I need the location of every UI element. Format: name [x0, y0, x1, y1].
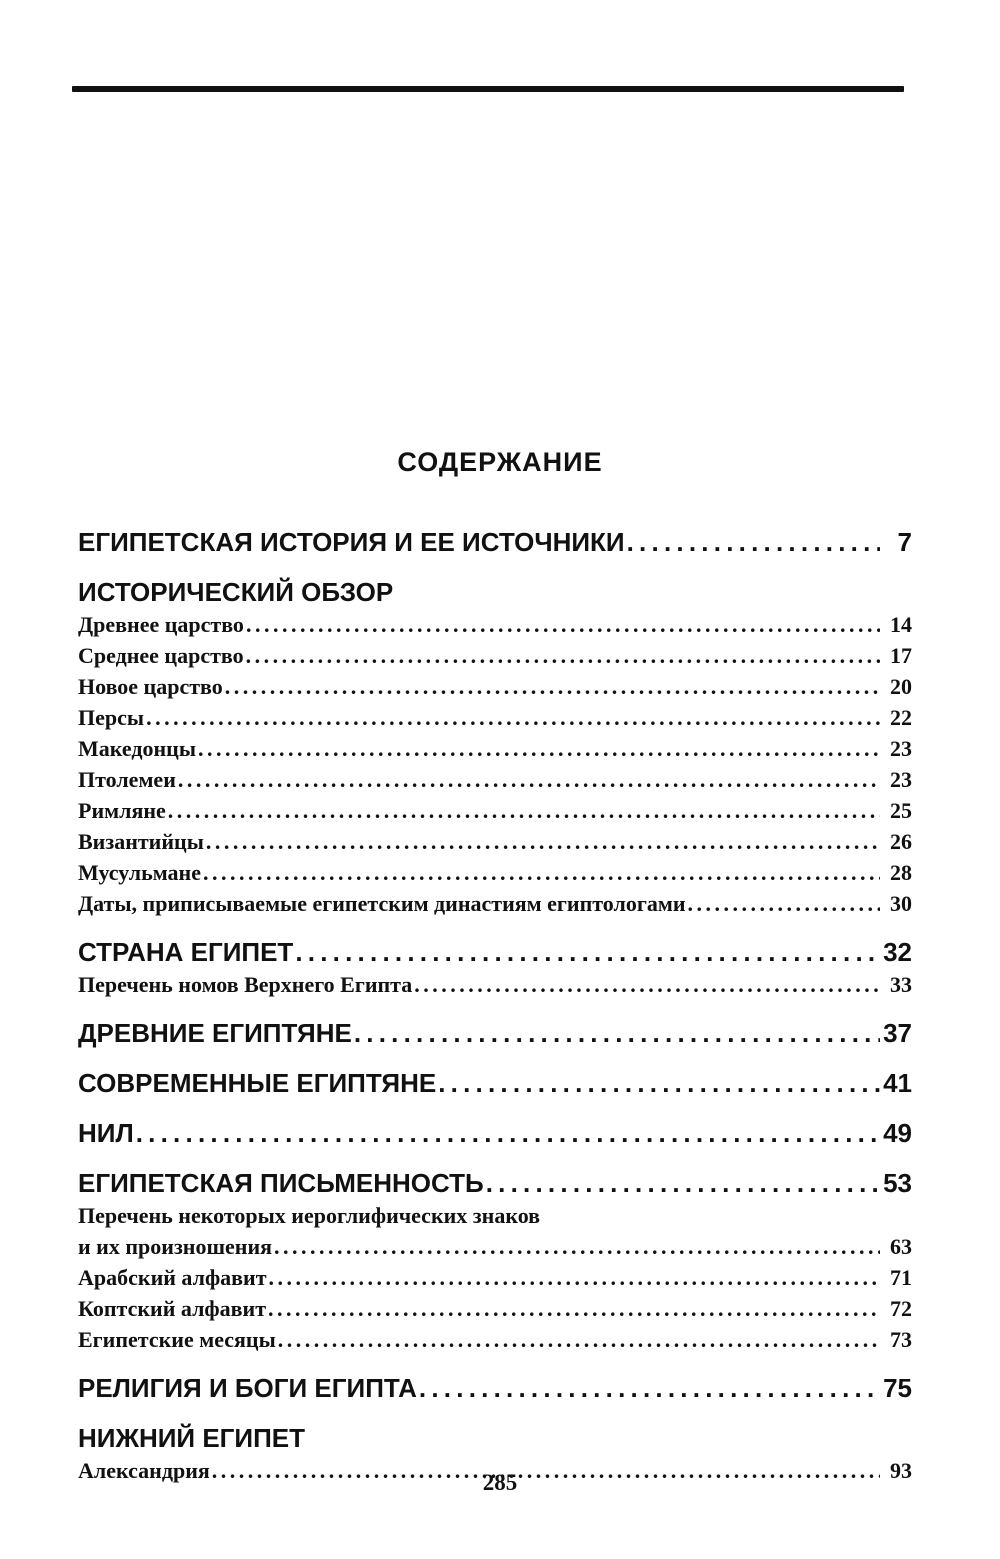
- toc-entry-label: Македонцы: [78, 736, 197, 761]
- toc-page-number: 41: [883, 1068, 912, 1098]
- toc-entry-label: Даты, приписываемые египетским династиям египтологами: [78, 891, 686, 916]
- dot-leader: [295, 935, 880, 969]
- dot-leader: [268, 1293, 880, 1324]
- dot-leader: [168, 795, 880, 826]
- toc-entry[interactable]: [78, 888, 912, 919]
- toc-page-number: 32: [883, 937, 912, 967]
- dot-leader: [178, 764, 880, 795]
- toc-entry[interactable]: [78, 702, 912, 733]
- toc-page-number: 30: [890, 891, 912, 916]
- toc-entry[interactable]: [78, 671, 912, 702]
- toc-entry-label: Александрия: [78, 1458, 210, 1483]
- toc-entry[interactable]: [78, 764, 912, 795]
- toc-entry-label-line: Перечень некоторых иероглифических знаков: [78, 1203, 541, 1228]
- toc-page-number: 33: [890, 972, 912, 997]
- toc-page-number: 72: [890, 1296, 912, 1321]
- toc-page-number: 93: [890, 1458, 912, 1483]
- toc-page-number: 28: [890, 860, 912, 885]
- toc-section-title: ЕГИПЕТСКАЯ ПИСЬМЕННОСТЬ: [78, 1168, 484, 1198]
- toc-page-number: 49: [883, 1118, 912, 1148]
- dot-leader: [438, 1066, 880, 1100]
- toc-section-entry[interactable]: [78, 1371, 912, 1405]
- table-of-contents: [78, 525, 912, 1486]
- dot-leader: [278, 1324, 880, 1355]
- toc-section: [78, 1016, 912, 1050]
- toc-entry[interactable]: [78, 1231, 912, 1262]
- dot-leader: [486, 1166, 880, 1200]
- toc-section: [78, 1066, 912, 1100]
- toc-page-number: 22: [890, 705, 912, 730]
- toc-section-entry[interactable]: [78, 1016, 912, 1050]
- toc-section-title: ДРЕВНИЕ ЕГИПТЯНЕ: [78, 1018, 352, 1048]
- toc-section-title: СТРАНА ЕГИПЕТ: [78, 937, 294, 967]
- toc-section: [78, 1116, 912, 1150]
- toc-entry-label: Мусульмане: [78, 860, 201, 885]
- toc-entry-label: Коптский алфавит: [78, 1296, 267, 1321]
- toc-entry[interactable]: [78, 1293, 912, 1324]
- toc-entry-label: Среднее царство: [78, 643, 244, 668]
- dot-leader: [246, 640, 880, 671]
- toc-page-number: 7: [897, 527, 912, 557]
- dot-leader: [354, 1016, 880, 1050]
- toc-entry[interactable]: [78, 1262, 912, 1293]
- dot-leader: [198, 733, 880, 764]
- toc-entry[interactable]: [78, 795, 912, 826]
- toc-entry-label: Египетские месяцы: [78, 1327, 276, 1352]
- toc-page-number: 14: [890, 612, 912, 637]
- dot-leader: [136, 1116, 880, 1150]
- toc-section-title: РЕЛИГИЯ И БОГИ ЕГИПТА: [78, 1373, 417, 1403]
- toc-entry-label: Византийцы: [78, 829, 204, 854]
- toc-page-number: 73: [890, 1327, 912, 1352]
- toc-section-entry[interactable]: [78, 525, 912, 559]
- toc-section: [78, 1166, 912, 1355]
- toc-entry-label: Римляне: [78, 798, 166, 823]
- toc-page-number: 63: [890, 1234, 912, 1259]
- toc-entry-label: и их произношения: [78, 1234, 273, 1259]
- toc-page-number: 25: [890, 798, 912, 823]
- toc-entry-label: Птолемеи: [78, 767, 176, 792]
- toc-entry[interactable]: [78, 733, 912, 764]
- toc-page-number: 53: [883, 1168, 912, 1198]
- toc-section-title: ЕГИПЕТСКАЯ ИСТОРИЯ И ЕЕ ИСТОЧНИКИ: [78, 527, 625, 557]
- toc-entry[interactable]: [78, 609, 912, 640]
- dot-leader: [203, 857, 880, 888]
- toc-section: [78, 935, 912, 1000]
- dot-leader: [225, 671, 880, 702]
- page-number: 285: [482, 1470, 518, 1495]
- toc-page-number: 71: [890, 1265, 912, 1290]
- dot-leader: [206, 826, 880, 857]
- toc-entry[interactable]: [78, 1324, 912, 1355]
- dot-leader: [627, 525, 880, 559]
- toc-entry-label: Новое царство: [78, 674, 223, 699]
- toc-entry[interactable]: [78, 826, 912, 857]
- toc-page-number: 75: [883, 1373, 912, 1403]
- toc-page-number: 23: [890, 767, 912, 792]
- dot-leader: [146, 702, 880, 733]
- dot-leader: [419, 1371, 880, 1405]
- page-title: СОДЕРЖАНИЕ: [397, 447, 603, 477]
- toc-page-number: 17: [890, 643, 912, 668]
- toc-section: [78, 575, 912, 919]
- dot-leader: [246, 609, 880, 640]
- toc-section-entry[interactable]: [78, 1066, 912, 1100]
- toc-section-title: НИЛ: [78, 1118, 134, 1148]
- toc-page-number: 37: [883, 1018, 912, 1048]
- toc-page-number: 20: [890, 674, 912, 699]
- toc-section-title[interactable]: НИЖНИЙ ЕГИПЕТ: [78, 1423, 306, 1453]
- toc-section-entry[interactable]: [78, 1166, 912, 1200]
- dot-leader: [274, 1231, 880, 1262]
- toc-entry[interactable]: [78, 857, 912, 888]
- toc-entry-label: Древнее царство: [78, 612, 244, 637]
- toc-page-number: 26: [890, 829, 912, 854]
- toc-entry[interactable]: [78, 640, 912, 671]
- toc-entry-label: Перечень номов Верхнего Египта: [78, 972, 413, 997]
- toc-entry-label: Персы: [78, 705, 145, 730]
- toc-entry-label: Арабский алфавит: [78, 1265, 267, 1290]
- toc-section-title[interactable]: ИСТОРИЧЕСКИЙ ОБЗОР: [78, 577, 394, 607]
- top-rule: [72, 86, 904, 92]
- dot-leader: [269, 1262, 880, 1293]
- toc-section: [78, 525, 912, 559]
- toc-section-title: СОВРЕМЕННЫЕ ЕГИПТЯНЕ: [78, 1068, 437, 1098]
- dot-leader: [414, 969, 880, 1000]
- toc-section-entry[interactable]: [78, 935, 912, 969]
- toc-page-number: 23: [890, 736, 912, 761]
- dot-leader: [688, 888, 881, 919]
- toc-section: [78, 1371, 912, 1405]
- toc-entry[interactable]: [78, 969, 912, 1000]
- toc-section-entry[interactable]: [78, 1116, 912, 1150]
